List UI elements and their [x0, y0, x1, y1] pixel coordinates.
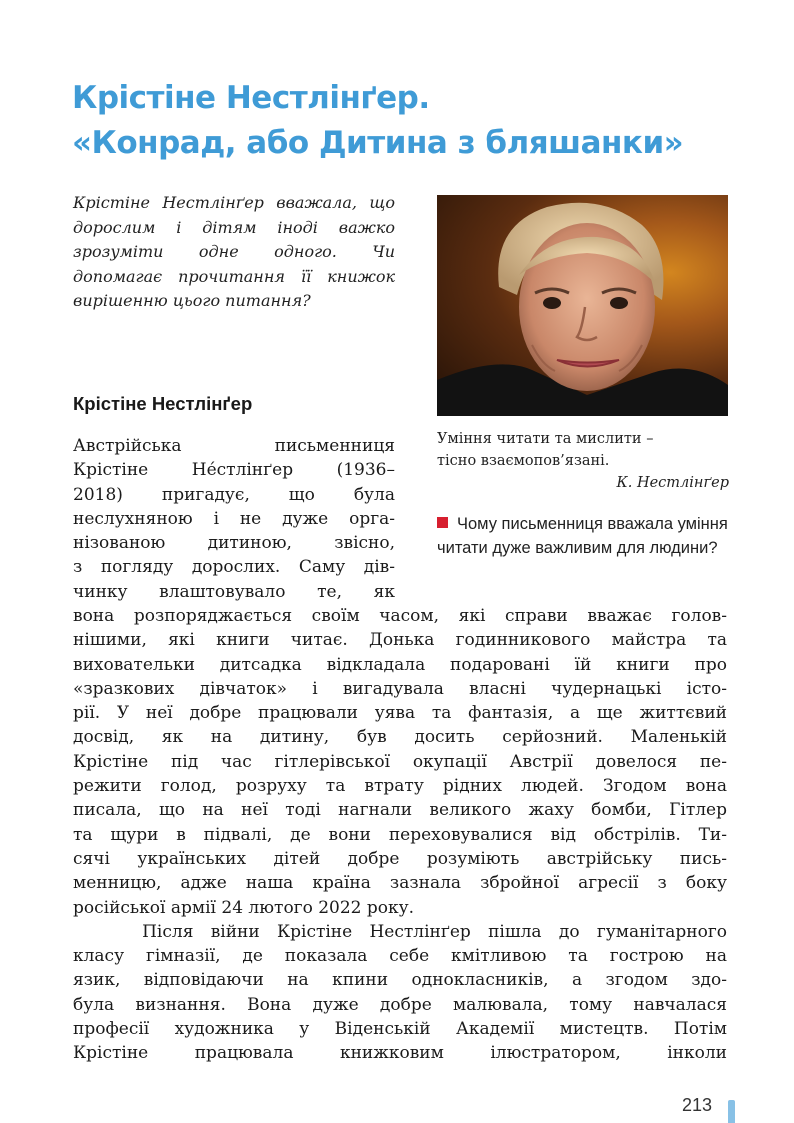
chapter-title — [72, 76, 752, 166]
question-marker-icon — [437, 517, 448, 528]
text-line: 2018) пригадує, що була — [73, 484, 395, 505]
text-line: язик, відповідаючи на кпини однокласників, а згодом здо- — [73, 970, 727, 991]
text-line: писала, що на неї тоді нагнали великого жаху бомби, Гітлер — [73, 800, 727, 821]
chapter-title-line1: Крістіне Нестлінґер. — [72, 80, 430, 116]
text-line: виховательки дитсадка відкладала подаровані їй книги про — [73, 654, 727, 675]
intro-question: Крістіне Нестлінґер вважала, що дорослим і дітям іноді важко зрозуміти одне одного. Чи допомагає прочитання її книжок вирішенню цього питання? — [73, 193, 395, 310]
caption-quote-line1: Уміння читати та мислити – — [437, 431, 654, 447]
caption-author: К. Нестлінґер — [616, 475, 729, 491]
text-line: досвід, як на дитину, був досить серйозний. Маленькій — [73, 727, 727, 748]
text-line: вона розпоряджається своїм часом, які справи вважає голов- — [73, 606, 727, 626]
caption-quote-line2: тісно взаємопов’язані. — [437, 453, 610, 469]
text-line: з погляду дорослих. Саму дів- — [73, 557, 395, 578]
text-line: нішими, які книги читає. Донька годинникового майстра та — [73, 630, 727, 651]
text-line: режити голод, розруху та втрату рідних людей. Згодом вона — [73, 776, 727, 797]
body-text-column — [73, 434, 395, 604]
body-text-full — [73, 604, 727, 1066]
section-heading: Крістіне Нестлінґер — [73, 393, 253, 414]
text-line: Після війни Крістіне Нестлінґер пішла до гуманітарного — [73, 921, 727, 942]
text-line: класу гімназії, де показала себе кмітливою та гострою на — [73, 946, 727, 967]
page-edge-tab — [728, 1100, 735, 1123]
text-line: російської армії 24 лютого 2022 року. — [73, 897, 415, 918]
page-number: 213 — [681, 1095, 712, 1115]
text-line: Австрійська письменниця — [73, 436, 395, 456]
text-line: Крістіне Не́стлінґер (1936– — [73, 460, 395, 481]
photo-caption — [437, 428, 729, 494]
author-portrait — [437, 195, 728, 416]
text-line: менницю, адже наша країна зазнала збройної агресії з боку — [73, 873, 727, 894]
text-line: рії. У неї добре працювали уява та фантазія, а ще життєвий — [73, 703, 727, 724]
text-line: чинку влаштовувало те, як — [73, 581, 395, 602]
text-line: нізованою дитиною, звісно, — [73, 533, 395, 554]
review-question-text: Чому письменниця вважала уміння читати дуже важливим для людини? — [437, 515, 728, 557]
text-line: була визнання. Вона дуже добре малювала, тому навчалася — [73, 994, 727, 1015]
text-line: Крістіне працювала книжковим ілюстратором, інколи — [73, 1043, 727, 1064]
text-line: неслухняною і не дуже орга- — [73, 508, 395, 529]
text-line: сячі українських дітей добре розуміють австрійську пись- — [73, 848, 727, 869]
text-line: професії художника у Віденській Академії мистецтв. Потім — [73, 1019, 727, 1040]
text-line: та щури в підвалі, де вони переховувалися від обстрілів. Ти- — [73, 824, 727, 845]
text-line: Крістіне під час гітлерівської окупації Австрії довелося пе- — [73, 751, 727, 772]
text-line: «зразкових дівчаток» і вигадувала власні чудернацькі істо- — [73, 678, 727, 699]
chapter-title-line2: «Конрад, або Дитина з бляшанки» — [72, 125, 684, 161]
review-question — [437, 513, 732, 560]
portrait-illustration — [437, 195, 728, 416]
